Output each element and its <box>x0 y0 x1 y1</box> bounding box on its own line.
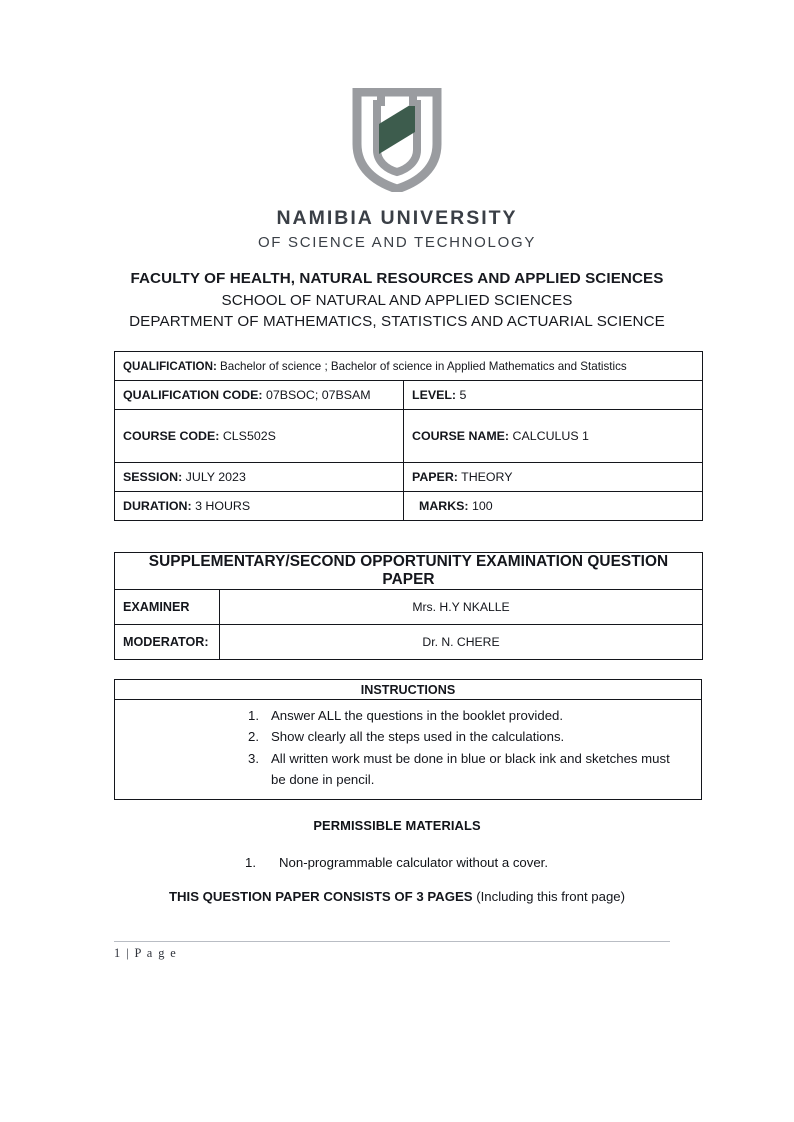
qualification-label: QUALIFICATION: <box>123 359 217 373</box>
table-row <box>115 492 703 521</box>
page-count-notice <box>0 889 794 904</box>
paper-cell <box>404 463 703 492</box>
course-name-cell <box>404 410 703 463</box>
instruction-text: Show clearly all the steps used in the calculations. <box>271 729 565 745</box>
instructions-body <box>115 700 702 800</box>
department-name: DEPARTMENT OF MATHEMATICS, STATISTICS AND ACTUARIAL SCIENCE <box>129 313 665 331</box>
page-count-regular: (Including this front page) <box>472 889 626 904</box>
table-row <box>115 700 702 800</box>
table-row <box>115 352 703 381</box>
course-code-value: CLS502S <box>222 429 276 443</box>
institution-logo-block <box>0 88 794 252</box>
permissible-item-text: Non-programmable calculator without a cover. <box>279 855 549 870</box>
session-value: JULY 2023 <box>185 470 246 484</box>
instruction-text <box>271 748 691 791</box>
instruction-text: Answer ALL the questions in the booklet provided. <box>271 708 564 723</box>
qualification-code-value: 07BSOC; 07BSAM <box>265 388 371 402</box>
qualification-code-label: QUALIFICATION CODE: <box>123 388 263 402</box>
table-row <box>115 553 703 590</box>
session-label: SESSION: <box>123 470 183 484</box>
course-code-label: COURSE CODE: <box>123 429 220 443</box>
list-item <box>0 853 794 873</box>
nust-shield-logo-icon <box>349 88 445 192</box>
table-row <box>115 590 703 625</box>
faculty-heading-block <box>0 268 794 333</box>
marks-value: 100 <box>472 499 493 513</box>
instruction-number: 1. <box>248 708 259 723</box>
university-name-line-2: OF SCIENCE AND TECHNOLOGY <box>257 233 537 251</box>
list-item <box>235 705 691 726</box>
session-cell <box>115 463 404 492</box>
permissible-item-number: 1. <box>245 855 256 870</box>
instruction-text-line-1: All written work must be done in blue or black ink and sketches must <box>271 750 670 766</box>
table-row <box>115 410 703 463</box>
list-item <box>235 726 691 747</box>
course-name-label: COURSE NAME: <box>412 429 510 443</box>
table-row <box>115 625 703 660</box>
duration-value: 3 HOURS <box>195 499 251 513</box>
instructions-table <box>114 679 702 800</box>
level-value: 5 <box>459 388 467 402</box>
exam-paper-title: SUPPLEMENTARY/SECOND OPPORTUNITY EXAMINATION QUESTION PAPER <box>115 553 703 590</box>
permissible-materials-heading: PERMISSIBLE MATERIALS <box>313 818 481 833</box>
examiner-label: EXAMINER <box>115 590 220 625</box>
footer-divider <box>114 941 670 942</box>
footer-page-label: 1 | P a g e <box>114 946 178 960</box>
marks-label: MARKS: <box>419 499 469 513</box>
faculty-name: FACULTY OF HEALTH, NATURAL RESOURCES AND APPLIED SCIENCES <box>130 270 664 287</box>
qualification-details-table <box>114 351 703 521</box>
qualification-code-cell <box>115 381 404 410</box>
instruction-number: 3. <box>248 750 259 766</box>
instructions-heading: INSTRUCTIONS <box>115 680 702 700</box>
examiner-value: Mrs. H.Y NKALLE <box>220 590 703 625</box>
permissible-materials-list <box>0 853 794 873</box>
moderator-value: Dr. N. CHERE <box>220 625 703 660</box>
table-row <box>115 463 703 492</box>
examiner-moderator-table <box>114 552 703 660</box>
instruction-number: 2. <box>248 729 259 745</box>
duration-label: DURATION: <box>123 499 192 513</box>
duration-cell <box>115 492 404 521</box>
qualification-cell <box>115 352 703 381</box>
table-row <box>115 680 702 700</box>
moderator-label: MODERATOR: <box>115 625 220 660</box>
course-name-value: CALCULUS 1 <box>512 429 589 443</box>
level-label: LEVEL: <box>412 388 457 402</box>
paper-value: THEORY <box>461 470 513 484</box>
paper-label: PAPER: <box>412 470 458 484</box>
page-count-bold: THIS QUESTION PAPER CONSISTS OF 3 PAGES <box>168 889 473 904</box>
marks-cell <box>404 492 703 521</box>
instructions-list <box>115 705 691 791</box>
instruction-text-line-2: be done in pencil. <box>271 772 375 788</box>
level-cell <box>404 381 703 410</box>
list-item <box>235 748 691 791</box>
university-name-line-1: NAMIBIA UNIVERSITY <box>276 207 518 229</box>
school-name: SCHOOL OF NATURAL AND APPLIED SCIENCES <box>221 291 573 309</box>
table-row <box>115 381 703 410</box>
course-code-cell <box>115 410 404 463</box>
qualification-value: Bachelor of science ; Bachelor of science in Applied Mathematics and Statistics <box>220 359 627 373</box>
